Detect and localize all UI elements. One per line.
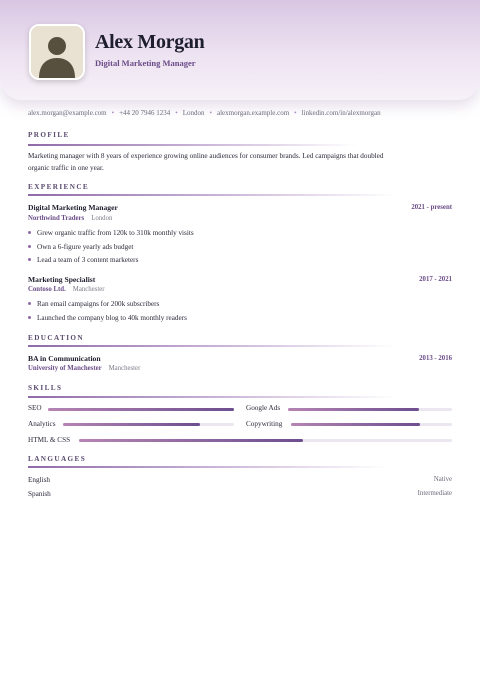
profile-text-line: Marketing manager with 8 years of experience growing online audiences for consumer brands. Led campaigns that doubled	[28, 152, 384, 160]
bullet-text: Own a 6-figure yearly ads budget	[37, 243, 134, 251]
section-title-education: EDUCATION	[28, 334, 84, 342]
list-item	[28, 314, 187, 322]
skill-bar	[288, 408, 452, 411]
bullet-icon	[28, 316, 31, 319]
bullet-text: Launched the company blog to 40k monthly readers	[37, 314, 187, 322]
skill-bar-fill	[79, 439, 303, 442]
section-title-languages: LANGUAGES	[28, 455, 87, 463]
contact-website[interactable]: alexmorgan.example.com	[216, 109, 290, 117]
bullet-icon	[28, 302, 31, 305]
separator-dot: •	[209, 109, 212, 117]
list-item	[28, 229, 194, 237]
school	[28, 365, 140, 372]
bullet-icon	[28, 231, 31, 234]
list-item	[28, 243, 133, 251]
separator-dot: •	[111, 109, 115, 117]
skill-bar	[63, 423, 234, 426]
skill-bar-fill	[291, 423, 420, 426]
separator-dot: •	[175, 109, 178, 117]
skill-bar-fill	[63, 423, 200, 426]
language-level: Intermediate	[417, 490, 452, 497]
job-company	[28, 215, 112, 222]
company-name: Northwind Traders	[28, 215, 85, 222]
bullet-icon	[28, 245, 31, 248]
bullet-text: Grew organic traffic from 120k to 310k monthly visits	[37, 229, 194, 237]
company-location: London	[91, 215, 113, 222]
job-dates: 2017 - 2021	[419, 276, 452, 283]
skill-label: Google Ads	[246, 404, 281, 412]
skill-bar-fill	[48, 408, 234, 411]
education-dates: 2013 - 2016	[419, 355, 452, 362]
list-item	[28, 256, 138, 264]
person-silhouette-icon	[29, 24, 85, 80]
contact-email[interactable]: alex.morgan@example.com	[28, 109, 107, 117]
contact-line	[28, 109, 458, 117]
degree-title: BA in Communication	[28, 354, 101, 363]
contact-linkedin[interactable]: linkedin.com/in/alexmorgan	[301, 109, 381, 117]
school-location: Manchester	[108, 365, 141, 372]
section-title-experience: EXPERIENCE	[28, 183, 90, 191]
bullet-text: Ran email campaigns for 200k subscribers	[37, 300, 160, 308]
contact-location: London	[182, 109, 205, 117]
company-name: Contoso Ltd.	[28, 286, 66, 293]
language-name: English	[28, 476, 50, 484]
section-divider	[28, 144, 358, 146]
job-title: Digital Marketing Manager	[28, 203, 118, 212]
candidate-title: Digital Marketing Manager	[95, 58, 196, 68]
skill-label: HTML & CSS	[28, 436, 71, 444]
section-divider	[28, 466, 388, 468]
skill-label: Analytics	[28, 420, 56, 428]
bullet-icon	[28, 258, 31, 261]
company-location: Manchester	[72, 286, 105, 293]
bullet-text: Lead a team of 3 content marketers	[37, 256, 139, 264]
job-dates: 2021 - present	[411, 204, 452, 211]
skill-bar	[48, 408, 234, 411]
skill-bar-fill	[288, 408, 419, 411]
section-title-skills: SKILLS	[28, 384, 63, 392]
school-name: University of Manchester	[28, 365, 102, 372]
skill-bar	[79, 439, 452, 442]
language-name: Spanish	[28, 490, 51, 498]
section-title-profile: PROFILE	[28, 131, 70, 139]
section-divider	[28, 194, 398, 196]
skill-bar	[291, 423, 452, 426]
section-divider	[28, 345, 398, 347]
section-divider	[28, 396, 398, 398]
language-level: Native	[433, 476, 452, 483]
contact-phone[interactable]: +44 20 7946 1234	[119, 109, 171, 117]
skill-label: SEO	[28, 404, 42, 412]
profile-text-line: organic traffic in one year.	[28, 164, 104, 172]
job-company	[28, 286, 105, 293]
separator-dot: •	[294, 109, 297, 117]
list-item	[28, 300, 159, 308]
job-title: Marketing Specialist	[28, 275, 96, 284]
candidate-name: Alex Morgan	[95, 31, 205, 53]
skill-label: Copywriting	[246, 420, 283, 428]
